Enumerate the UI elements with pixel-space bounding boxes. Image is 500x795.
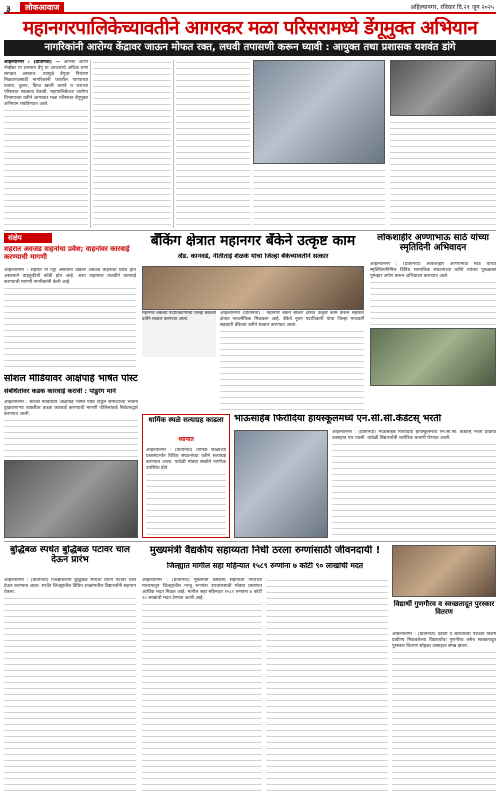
text-filler	[4, 286, 136, 368]
text-filler	[253, 168, 385, 228]
section-rule	[4, 541, 496, 542]
dharmik-text: अहिल्यानगर : (प्रतिनिधी) धार्मिक स्थळांच्या प्रश्नासंदर्भात विविध संघटनांच्या वतीने सत्याग्रह करण्यात आला. यावेळी मोठ्या संख्येने नागरिक उपस्थित होते.	[146, 448, 226, 471]
lead-headline: महानगरपालिकेच्यावतीने आगरकर मळा परिसरामध्ये डेंगूमुक्त अभियान	[22, 17, 478, 39]
dharmik-label: ध्यानीत	[178, 437, 194, 443]
bank-text: अहिल्यानगर (प्रतिनिधी) : महानगर बँकेने बँकिंग क्षेत्रात उत्कृष्ट काम करून सहकार क्षेत्रात नावलौकिक मिळवला आहे. बँकेचे नूतन पदाधिकारी यांचा जिल्हा मध्यवर्ती सहकारी बँकेच्या वतीने सत्कार करण्यात आला.	[220, 311, 364, 328]
text-filler	[176, 60, 250, 228]
dateline: अहिल्यानगर, रविवार दि.२१ जून २०२५	[410, 4, 494, 11]
masthead-bar	[4, 2, 496, 14]
cm-fund-body-1	[142, 578, 262, 792]
chess-headline: बुद्धिबळ स्पर्धेत बुद्धिबळ पटावर चाल देऊन प्रारंभ	[10, 545, 130, 566]
heavy-vehicle-headline: शहरात अवजड वाहनांचा प्रवेश; वाहनांवर कारवाई करण्याची मागणी	[4, 245, 130, 262]
bank-felicitation-photo	[142, 266, 364, 310]
text-filler	[4, 418, 138, 458]
cm-fund-body-2	[266, 578, 388, 792]
lead-column-right	[390, 120, 496, 228]
chess-body	[4, 578, 136, 792]
annabhau-headline: लोकशाहीर अण्णाभाऊ साठे यांच्या स्मृतिदिनी अभिवादन	[376, 233, 489, 254]
section-rule	[4, 230, 496, 231]
page-number: ३	[6, 5, 11, 15]
social-photo	[4, 460, 138, 538]
cm-fund-text: अहिल्यानगर : (प्रतिनिधी) मुख्यमंत्री वैद्यकीय सहाय्यता निधीच्या माध्यमातून जिल्ह्यातील गरजू रुग्णांना उपचारासाठी मोठ्या प्रमाणात आर्थिक मदत मिळत आहे. मागील सहा महिन्यात १५८९ रुग्णांना ७ कोटी ९० लाखांची मदत देण्यात आली आहे.	[142, 578, 262, 601]
text-filler	[390, 120, 496, 228]
bank-headline: बँकिंग क्षेत्रात महानगर बँकेने उत्कृष्ट काम	[150, 233, 356, 249]
social-body	[4, 400, 138, 458]
text-filler	[392, 650, 496, 792]
firodiya-body	[332, 430, 496, 538]
column-rule	[173, 60, 174, 228]
lead-column-under-photo	[253, 168, 385, 228]
text-filler	[146, 472, 226, 536]
lead-photo-group	[253, 60, 385, 164]
dharmik-headline: धार्मिक स्थळे सत्याग्रह काढला	[148, 416, 224, 424]
cm-fund-subheadline: जिल्ह्यात मागील सहा महिन्यात १५८९ रुग्णांना ७ कोटी ९० लाखांची मदत	[166, 562, 364, 570]
social-subheadline: संबंधितांवर कडक कारवाई करावी : पांडुरंग माने	[4, 388, 116, 395]
dharmik-body	[146, 448, 226, 536]
text-filler	[266, 578, 388, 792]
lead-photo-testing	[390, 60, 496, 116]
annabhau-body	[370, 262, 496, 326]
lead-dateline: अहिल्यानगर : (प्रतिनिधी) ––	[4, 60, 61, 65]
lead-column-1	[4, 60, 88, 228]
text-filler	[4, 108, 88, 228]
lead-column-2	[93, 60, 171, 228]
lead-subheadline: नागरिकांनी आरोग्य केंद्रावर जाऊन मोफत रक्त, लघवी तपासणी करून घ्यावी : आयुक्त तथा प्रशासक यशवंत डांगे	[4, 40, 496, 56]
cm-fund-headline: मुख्यमंत्री वैद्यकीय सहाय्यता निधी ठरला रुग्णांसाठी जीवनदायी !	[149, 545, 381, 556]
text-filler	[332, 442, 496, 538]
students-headline: विद्यार्थी गुणगौरव व स्वच्छतादूत पुरस्कार वितरण	[393, 600, 495, 617]
firodiya-text: अहिल्यानगर : (प्रतिनिधी) भाऊसाहेब फिरोदिया हायस्कूलमध्ये एन.सी.सी. कॅडेटस् भरती प्रक्रिया उत्साहात पार पडली. यावेळी विद्यार्थ्यांची शारीरिक चाचणी घेण्यात आली.	[332, 430, 496, 441]
bank-subheadline: अ‍ॅड. कानवडे, नीतीताई शेळके यांचा जिल्हा बँकेच्यावतीने सत्कार	[177, 253, 329, 260]
social-text: अहिल्यानगर : सोशल मीडियावर आक्षेपार्ह भाषेत पोस्ट टाकून समाजाच्या भावना दुखावणाऱ्या व्यक्तींवर कडक कारवाई करण्याची मागणी पोलिसांकडे निवेदनाद्वारे करण्यात आली.	[4, 400, 138, 417]
chess-text: अहिल्यानगर : (प्रतिनिधी) जिल्हास्तरीय बुद्धिबळ स्पर्धेचा प्रारंभ पटावर चाल देऊन करण्यात आला. स्पर्धेत जिल्ह्यातील विविध शाळांमधील विद्यार्थ्यांनी सहभाग घेतला.	[4, 578, 136, 595]
firodiya-headline: भाऊसाहेब फिरोदिया हायस्कूलमध्ये एन.सी.सी.कॅडेटस् भरती	[234, 414, 442, 424]
firodiya-photo	[234, 430, 328, 538]
annabhau-text: अहिल्यानगर : (प्रतिनिधी) लोकशाहीर अण्णाभाऊ साठे यांच्या स्मृतिदिनानिमित्त विविध सामाजिक संघटनांच्या वतीने त्यांच्या पुतळ्यास पुष्पहार अर्पण करून अभिवादन करण्यात आले.	[370, 262, 496, 279]
students-text: अहिल्यानगर : (प्रतिनिधी) दहावी व बारावीच्या परीक्षेत विशेष प्रावीण्य मिळवलेल्या विद्यार्थ्यांचा गुणगौरव तसेच स्वच्छतादूत पुरस्कार वितरण सोहळा उत्साहात संपन्न झाला.	[392, 632, 496, 649]
students-body	[392, 632, 496, 792]
text-filler	[93, 60, 171, 228]
annabhau-photo	[370, 328, 496, 386]
newspaper-logo: लोकआवाज	[20, 2, 64, 13]
lead-column-3	[176, 60, 250, 228]
social-headline: सोशल मीडियावर आक्षेपार्ह भाषेत पोस्ट	[4, 374, 138, 384]
heavy-vehicle-text: अहिल्यानगर : शहरात नो एंट्री असताना देखील अवजड वाहनांचा प्रवेश होत असल्याने वाहतुकीची कोंडी होत आहे. अशा वाहनांवर तातडीने कारवाई करण्याची मागणी नागरिकांनी केली आहे.	[4, 268, 136, 285]
text-filler	[370, 280, 496, 326]
brief-label: संक्षेप	[4, 233, 52, 243]
heavy-vehicle-body	[4, 268, 136, 368]
students-photo	[392, 545, 496, 597]
text-filler	[4, 596, 136, 792]
text-filler	[142, 602, 262, 792]
text-filler	[220, 329, 364, 411]
lead-body: ऑगस्ट आणि नोव्हेंबर या दरम्यान डेंगू या आजाराचे अधिक रुग्ण सापडत असतात. त्यामुळे डेंगूवर नियंत्रण मिळवण्यासाठी नागरिकांनी घरातील पाण्याच्या टाक्या, कुलर, फ्रिज खाली करावे व घराच्या परिसरात स्वच्छता ठेवावी. महापालिकेच्या आरोग्य विभागाच्या वतीने आगरकर मळा परिसरात डेंगूमुक्त अभियान राबविण्यात आले.	[4, 60, 88, 107]
bank-photo-caption: महानगर बँकेच्या पदाधिकाऱ्यांचा जिल्हा बँकेच्या वतीने सत्कार करण्यात आला.	[142, 311, 216, 357]
bank-body	[220, 311, 364, 411]
column-rule	[90, 60, 91, 228]
